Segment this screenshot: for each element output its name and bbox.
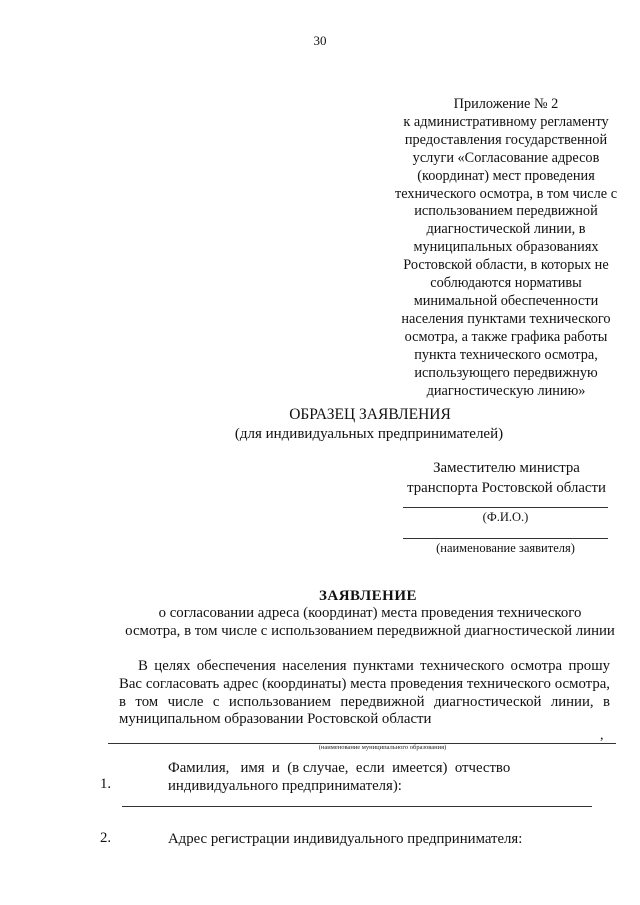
appendix-line: предоставления государственной: [404, 131, 608, 148]
comma: ,: [600, 728, 604, 743]
appendix-line: муниципальных образованиях: [413, 239, 599, 256]
appendix-line: диагностическую линию»: [426, 382, 586, 399]
appendix-line: населения пунктами технического: [401, 310, 611, 327]
application-body: [119, 658, 610, 729]
addressee-line: Заместителю министра: [433, 460, 580, 476]
item-text: Адрес регистрации индивидуального предпринимателя:: [168, 831, 523, 847]
item-text: [168, 759, 608, 795]
appendix-line: осмотра, а также графика работы: [404, 328, 608, 345]
appendix-line: минимальной обеспеченности: [413, 292, 599, 309]
item-number: 1.: [100, 776, 112, 792]
appendix-line: (координат) мест проведения: [417, 167, 595, 184]
appendix-line: технического осмотра, в том числе с: [394, 185, 618, 202]
appendix-line: пункта технического осмотра,: [414, 346, 598, 363]
fio-line[interactable]: [403, 507, 608, 508]
appendix-line: диагностической линии, в: [426, 221, 586, 238]
application-subtitle: [70, 604, 640, 640]
appendix-line: использованием передвижной: [414, 203, 598, 220]
application-subtitle-line: о согласовании адреса (координат) места проведения технического: [158, 605, 582, 621]
appendix-line: Приложение № 2: [453, 96, 559, 112]
page-number: 30: [313, 33, 327, 48]
applicant-line[interactable]: [403, 538, 608, 539]
item-answer-line[interactable]: [122, 806, 592, 807]
appendix-line: услуги «Согласование адресов: [412, 149, 600, 166]
sample-title: ОБРАЗЕЦ ЗАЯВЛЕНИЯ: [289, 406, 451, 423]
appendix-line: Ростовской области, в которых не: [403, 257, 609, 274]
body-paragraph: В целях обеспечения населения пунктами технического осмотра прошу Вас согласовать адрес (координаты) места проведения технического осмотра, в том числе с использованием передвижной диагностической линии, в муниципальном образовании Ростовской области: [119, 658, 610, 728]
item-number: 2.: [100, 830, 112, 846]
addressee-line: транспорта Ростовской области: [407, 480, 606, 496]
sample-subtitle: (для индивидуальных предпринимателей): [234, 426, 504, 442]
appendix-header: [360, 96, 640, 400]
appendix-line: соблюдаются нормативы: [430, 275, 582, 292]
municipality-caption: (наименование муниципального образования): [318, 744, 447, 751]
application-subtitle-line: осмотра, в том числе с использованием передвижной диагностической линии: [125, 623, 615, 639]
appendix-line: использующего передвижную: [414, 364, 598, 381]
item-line: индивидуального предпринимателя):: [168, 778, 402, 794]
application-title: ЗАЯВЛЕНИЕ: [318, 588, 418, 604]
item-line: Фамилия, имя и (в случае, если имеется) отчество: [168, 760, 511, 776]
fio-caption: (Ф.И.О.): [482, 510, 529, 524]
applicant-caption: (наименование заявителя): [436, 541, 575, 555]
addressee: [400, 458, 613, 498]
appendix-line: к административному регламенту: [403, 113, 609, 130]
